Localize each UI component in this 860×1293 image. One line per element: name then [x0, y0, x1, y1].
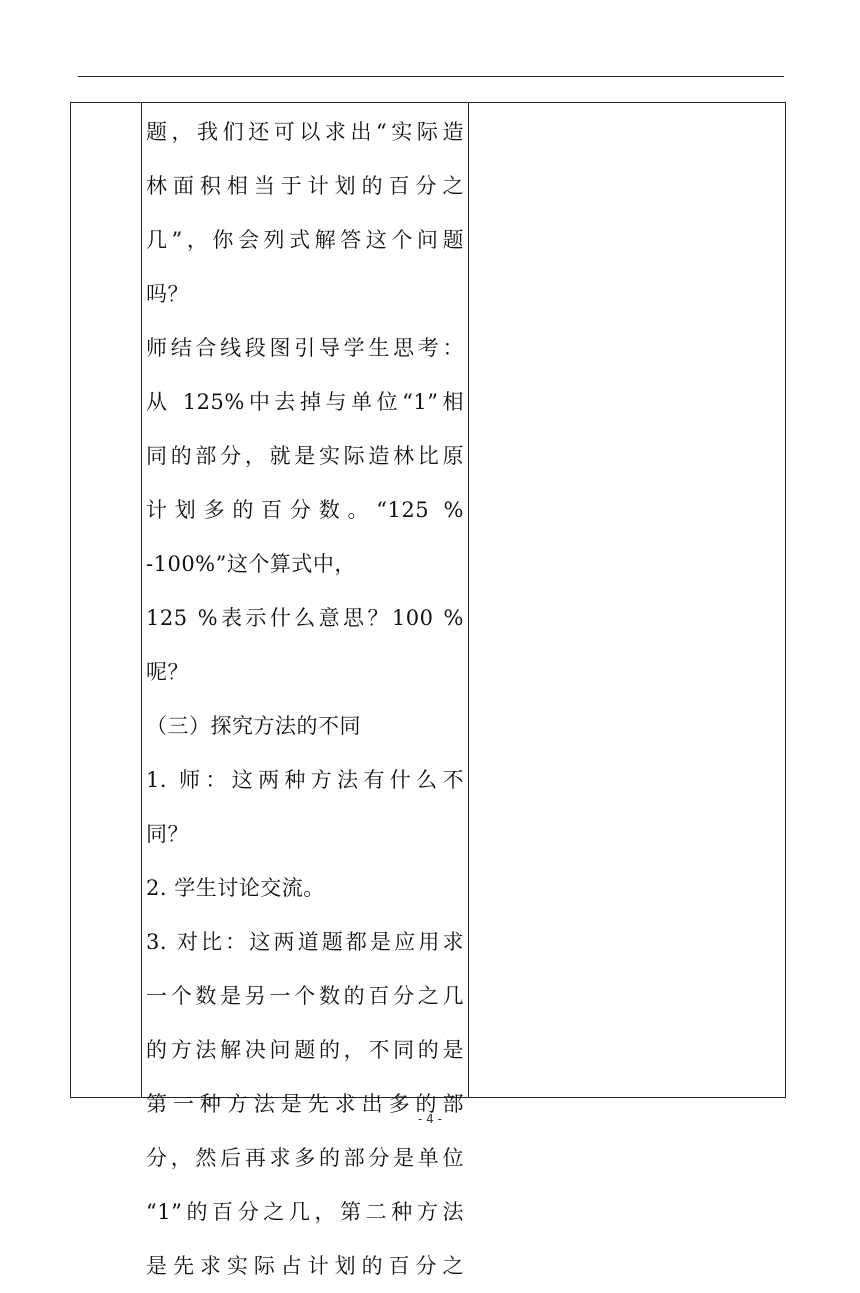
column-divider-left — [141, 103, 142, 1097]
text-line: 3. 对比：这两道题都是应用求 — [146, 930, 464, 954]
header-rule — [78, 76, 784, 77]
text-line: 1. 师：这两种方法有什么不 — [146, 768, 464, 792]
text-line: 分，然后再求多的部分是单位 — [146, 1146, 464, 1170]
text-line: “1”的百分之几，第二种方法 — [146, 1200, 464, 1224]
page-number: - 4 - — [418, 1112, 442, 1126]
text-line: 2. 学生讨论交流。 — [146, 876, 325, 900]
text-line: 同的部分，就是实际造林比原 — [146, 444, 464, 468]
text-line: 一个数是另一个数的百分之几 — [146, 984, 464, 1008]
text-line: 呢？ — [146, 660, 189, 684]
text-line: 师结合线段图引导学生思考： — [146, 336, 464, 360]
text-line: 几”，你会列式解答这个问题 — [146, 228, 464, 252]
text-line: 第一种方法是先求出多的部 — [146, 1092, 464, 1116]
text-line: 从 125%中去掉与单位“1”相 — [146, 390, 464, 414]
text-line: 的方法解决问题的，不同的是 — [146, 1038, 464, 1062]
text-line: -100%”这个算式中， — [146, 552, 356, 576]
text-line: 计划多的百分数。“125 % — [146, 498, 464, 522]
text-line: 125 %表示什么意思？100 % — [146, 606, 464, 630]
text-line: 同？ — [146, 822, 189, 846]
section-heading: （三）探究方法的不同 — [146, 714, 361, 738]
table-cell-left — [71, 103, 141, 1097]
text-line: 是先求实际占计划的百分之 — [146, 1254, 464, 1278]
text-line: 题，我们还可以求出“实际造 — [146, 120, 464, 144]
text-line: 林面积相当于计划的百分之 — [146, 174, 464, 198]
table-cell-right — [469, 103, 785, 1097]
lesson-plan-table — [70, 102, 786, 1278]
text-line: 吗？ — [146, 282, 189, 306]
